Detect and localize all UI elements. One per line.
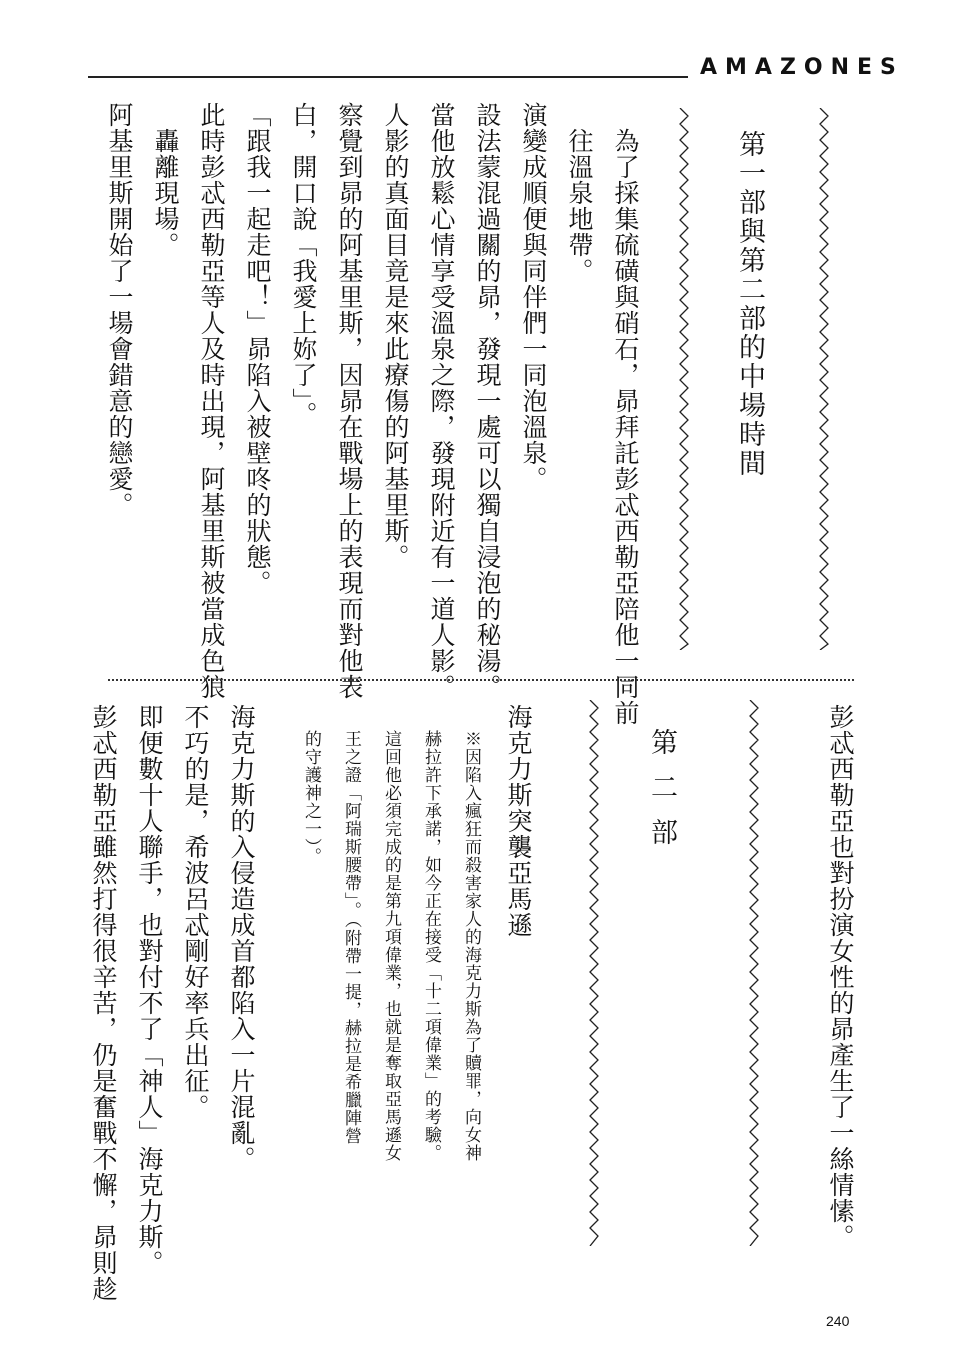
- body-text-column: 察覺到昴的阿基里斯，因昴在戰場上的表現而對他表: [335, 102, 364, 700]
- body-text-column: 設法蒙混過關的昴，發現一處可以獨自浸泡的秘湯。: [473, 102, 502, 700]
- page-number: 240: [826, 1313, 850, 1329]
- decorative-zigzag-border: [816, 108, 832, 650]
- decorative-zigzag-border: [586, 700, 602, 1246]
- body-text-column: 阿基里斯開始了一場會錯意的戀愛。: [105, 102, 134, 518]
- decorative-zigzag-border: [676, 108, 692, 650]
- note-text-column: 王之證「阿瑞斯腰帶」。（附帶一提，赫拉是希臘陣營: [341, 730, 361, 1145]
- decorative-zigzag-border: [746, 700, 762, 1246]
- body-text-column: 為了採集硫磺與硝石，昴拜託彭忒西勒亞陪他一同前: [611, 128, 640, 726]
- note-text-column: 的守護神之一）。: [301, 730, 321, 866]
- body-text-column: 即便數十人聯手，也對付不了「神人」海克力斯。: [135, 704, 164, 1276]
- body-text-column: 人影的真面目竟是來此療傷的阿基里斯。: [381, 102, 410, 570]
- body-text-column: 轟離現場。: [151, 128, 180, 258]
- body-text-column: 此時彭忒西勒亞等人及時出現，阿基里斯被當成色狼: [197, 102, 226, 700]
- body-text-column: 白，開口說「我愛上妳了」。: [289, 102, 318, 428]
- body-text-column: 彭忒西勒亞雖然打得很辛苦，仍是奮戰不懈，昴則趁: [89, 704, 118, 1302]
- body-text-column: 彭忒西勒亞也對扮演女性的昴產生了一絲情愫。: [826, 704, 855, 1250]
- section-divider: [108, 679, 854, 681]
- running-header-title: AMAZONES: [700, 55, 904, 80]
- section-heading-part-two: 第二部: [646, 728, 677, 863]
- body-text-column: 海克力斯的入侵造成首都陷入一片混亂。: [227, 704, 256, 1172]
- body-text-column: 「跟我一起走吧！」昴陷入被壁咚的狀態。: [243, 102, 272, 596]
- note-text-column: 這回他必須完成的是第九項偉業，也就是奪取亞馬遜女: [381, 730, 401, 1162]
- section-heading-intermission: 第一部與第二部的中場時間: [734, 130, 765, 478]
- subheading: 海克力斯突襲亞馬遜: [504, 704, 533, 938]
- body-text-column: 演變成順便與同伴們一同泡溫泉。: [519, 102, 548, 492]
- body-text-column: 當他放鬆心情享受溫泉之際，發現附近有一道人影。: [427, 102, 456, 700]
- note-text-column: ※因陷入瘋狂而殺害家人的海克力斯為了贖罪，向女神: [461, 730, 481, 1162]
- header-rule: [88, 76, 688, 78]
- note-text-column: 赫拉許下承諾，如今正在接受「十二項偉業」的考驗。: [421, 730, 441, 1162]
- body-text-column: 不巧的是，希波呂忒剛好率兵出征。: [181, 704, 210, 1120]
- body-text-column: 往溫泉地帶。: [565, 128, 594, 284]
